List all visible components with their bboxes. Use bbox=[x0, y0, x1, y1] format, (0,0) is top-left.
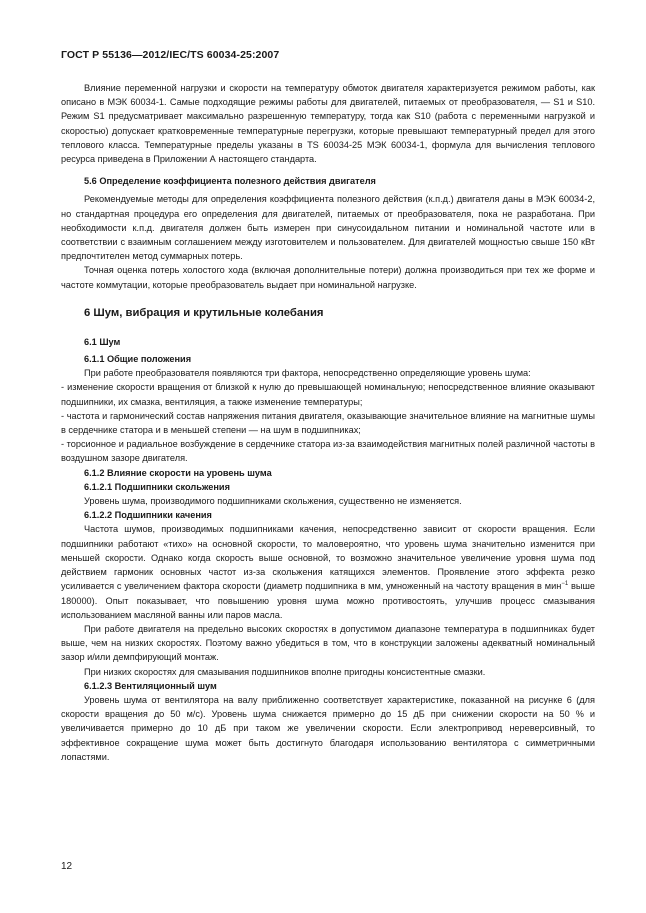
paragraph: Уровень шума, производимого подшипниками скольжения, существенно не изменяется. bbox=[84, 496, 462, 507]
list-item: - частота и гармонический состав напряжения питания двигателя, оказывающие значительное влияние на магнитные шумы в сердечнике статора и в меньшей степени — на шум в подшипниках; bbox=[61, 410, 595, 436]
section-heading-5-6: 5.6 Определение коэффициента полезного действия двигателя bbox=[84, 176, 376, 187]
paragraph: Рекомендуемые методы для определения коэффициента полезного действия (к.п.д.) двигателя даны в МЭК 60034-2, но стандартная процедура его определения для двигателей, питаемых от преобразователя, пока не разработана. При необходимости к.п.д. двигателя должен быть измерен при синусоидальном питании и номинальной частоте или в соответствии с взаимным соглашением между изготовителем и пользователем. Для двигателей мощностью свыше 150 кВт предпочтителен метод суммарных потерь. bbox=[61, 194, 595, 262]
section-heading-6: 6 Шум, вибрация и крутильные колебания bbox=[84, 306, 324, 319]
list-item: - торсионное и радиальное возбуждение в сердечнике статора из-за взаимодействия магнитных полей различной частоты в воздушном зазоре двигателя. bbox=[61, 439, 595, 464]
paragraph: При работе преобразователя появляются три фактора, непосредственно определяющие уровень шума: bbox=[84, 368, 531, 379]
section-heading-6-1-1: 6.1.1 Общие положения bbox=[84, 354, 192, 365]
list-item: - изменение скорости вращения от близкой к нулю до превышающей номинальную; непосредственное влияние оказывают подшипники, их смазка, вентиляция, а также изменение температуры; bbox=[61, 382, 595, 407]
paragraph: Точная оценка потерь холостого хода (включая дополнительные потери) должна производиться при тех же форме и частоте коммутации, которые преобразователь выдает при номинальной нагрузке. bbox=[61, 265, 595, 290]
page-header: ГОСТ Р 55136—2012/IEC/TS 60034-25:2007 bbox=[61, 49, 280, 61]
paragraph: Влияние переменной нагрузки и скорости на температуру обмоток двигателя характеризуется режимом работы, как описано в МЭК 60034-1. Самые подходящие режимы работы для двигателей, питаемых от преобразователя, — S1 и S10. Режим S1 предусматривает максимально разрешенную температуру, тогда как S10 (работа с переменными нагрузкой и скоростью) допускает кратковременные температурные перегрузки, которые превышают температурный предел для этого теплового класса. Температурные пределы указаны в TS 60034-25 МЭК 60034-1, формула для вычисления теплового ресурса приведена в Приложении А настоящего стандарта. bbox=[61, 83, 595, 165]
paragraph-text: выше 180000). Опыт показывает, что повышению уровня шума можно противостоять, улучшив процесс смазывания использованием масляной ванны или паров масла. bbox=[61, 581, 595, 620]
paragraph-text: Частота шумов, производимых подшипниками качения, непосредственно зависит от скорости вращения. Если подшипники работают «тихо» на основной скорости, то маловероятно, что уровень шума значительно изменится при меньшей скорости. Однако когда скорость выше основной, то возможно значительное увеличение уровня шума под действием гармоник основных частот из-за скольжения катящихся элементов. Проявление этого эффекта резко усиливается с увеличением фактора скорости (диаметр подшипника в мм, умноженный на частоту вращения в мин bbox=[61, 524, 595, 592]
paragraph: При низких скоростях для смазывания подшипников вполне пригодны консистентные смазки. bbox=[84, 666, 486, 677]
paragraph bbox=[61, 522, 595, 621]
section-heading-6-1-2-2: 6.1.2.2 Подшипники качения bbox=[84, 510, 212, 521]
section-heading-6-1-2: 6.1.2 Влияние скорости на уровень шума bbox=[84, 467, 272, 478]
section-heading-6-1: 6.1 Шум bbox=[84, 336, 121, 347]
paragraph: При работе двигателя на предельно высоких скоростях в допустимом диапазоне температура в подшипниках будет выше, чем на низких скоростях. Поэтому важно убедиться в том, что в конструкции заложены адекватный номинальный зазор и/или демпфирующий монтаж. bbox=[61, 623, 595, 663]
superscript: −1 bbox=[561, 581, 569, 588]
page-number: 12 bbox=[61, 861, 73, 872]
section-heading-6-1-2-3: 6.1.2.3 Вентиляционный шум bbox=[84, 680, 217, 691]
paragraph: Уровень шума от вентилятора на валу приближенно соответствует характеристике, показанной на рисунке 6 (для скорости вращения до 50 м/с). Уровень шума снижается примерно до 15 дБ при снижении скорости на 50 % и увеличивается примерно до 10 дБ при таком же увеличении скорости. Если электропривод нереверсивный, то эффективное сокращение шума может быть достигнуто благодаря использованию вентилятора с симметричными лопастями. bbox=[61, 694, 595, 762]
document-body bbox=[61, 81, 595, 764]
section-heading-6-1-2-1: 6.1.2.1 Подшипники скольжения bbox=[84, 481, 230, 492]
